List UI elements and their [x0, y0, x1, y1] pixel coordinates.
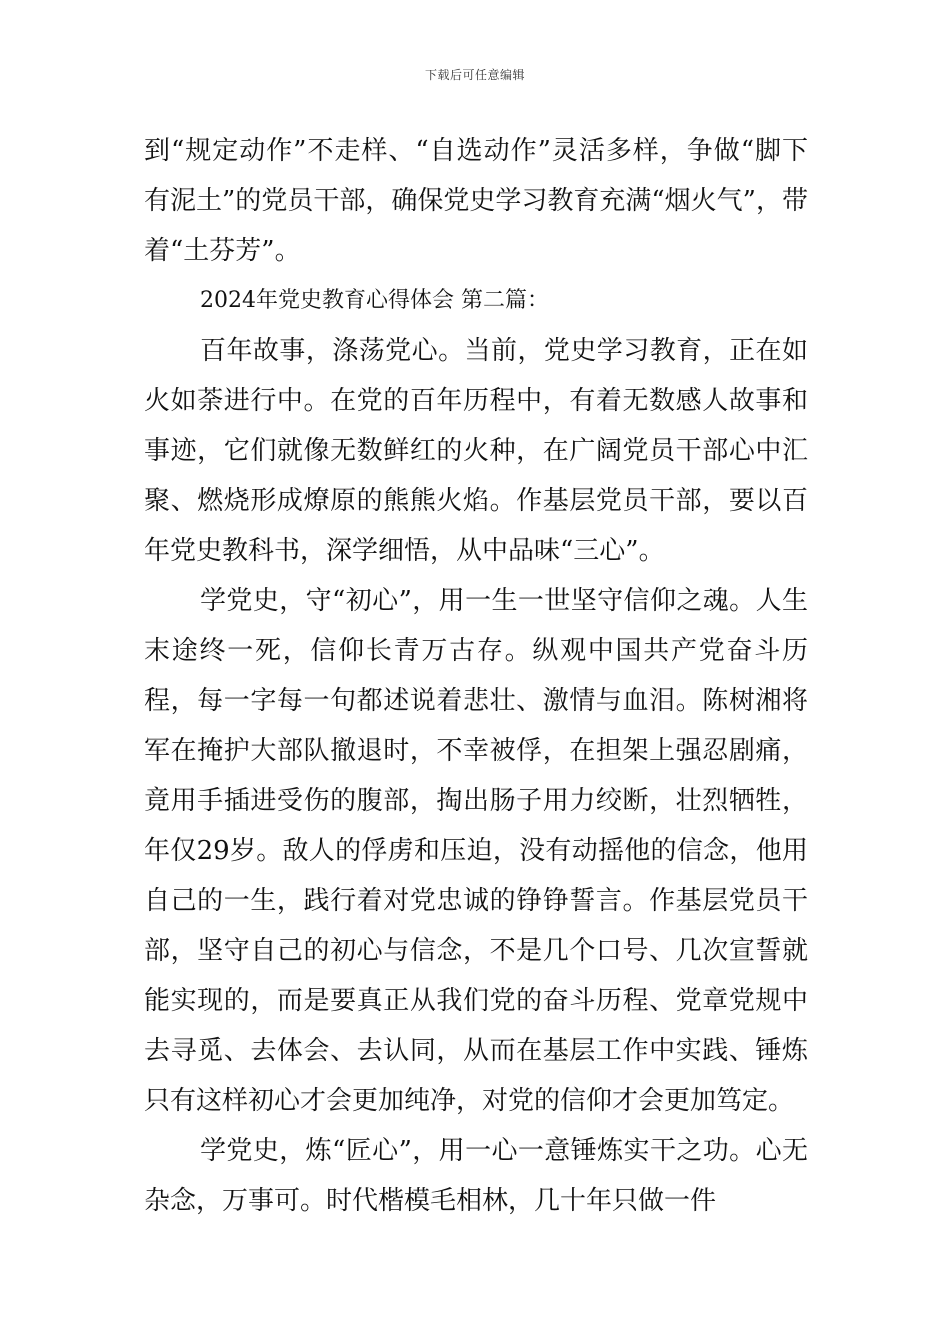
- paragraph-initial-heart: 学党史，守“初心”，用一生一世坚守信仰之魂。人生末途终一死，信仰长青万古存。纵观中国共产党奋斗历程，每一字每一句都述说着悲壮、激情与血泪。陈树湘将军在掩护大部队撤退时，不幸被俘，在担架上强忍剧痛，竟用手插进受伤的腹部，掏出肠子用力绞断，壮烈牺牲，年仅29岁。敌人的俘虏和压迫，没有动摇他的信念，他用自己的一生，践行着对党忠诚的铮铮誓言。作基层党员干部，坚守自己的初心与信念，不是几个口号、几次宣誓就能实现的，而是要真正从我们党的奋斗历程、党章党规中去寻觅、去体会、去认同，从而在基层工作中实践、锤炼只有这样初心才会更加纯净，对党的信仰才会更加笃定。: [144, 586, 808, 1116]
- paragraph-continuation: 到“规定动作”不走样、“自选动作”灵活多样，争做“脚下有泥土”的党员干部，确保党史学习教育充满“烟火气”，带着“土芬芳”。: [144, 136, 808, 266]
- paragraph-craftsman-heart: 学党史，炼“匠心”，用一心一意锤炼实干之功。心无杂念，万事可。时代楷模毛相林，几十年只做一件: [144, 1136, 808, 1216]
- section-heading: 2024年党史教育心得体会 第二篇：: [200, 288, 549, 313]
- page-header-note: 下载后可任意编辑: [424, 68, 525, 82]
- document-body: [144, 126, 808, 1226]
- paragraph-intro: 百年故事，涤荡党心。当前，党史学习教育，正在如火如荼进行中。在党的百年历程中，有着无数感人故事和事迹，它们就像无数鲜红的火种，在广阔党员干部心中汇聚、燃烧形成燎原的熊熊火焰。作基层党员干部，要以百年党史教科书，深学细悟，从中品味“三心”。: [144, 336, 808, 566]
